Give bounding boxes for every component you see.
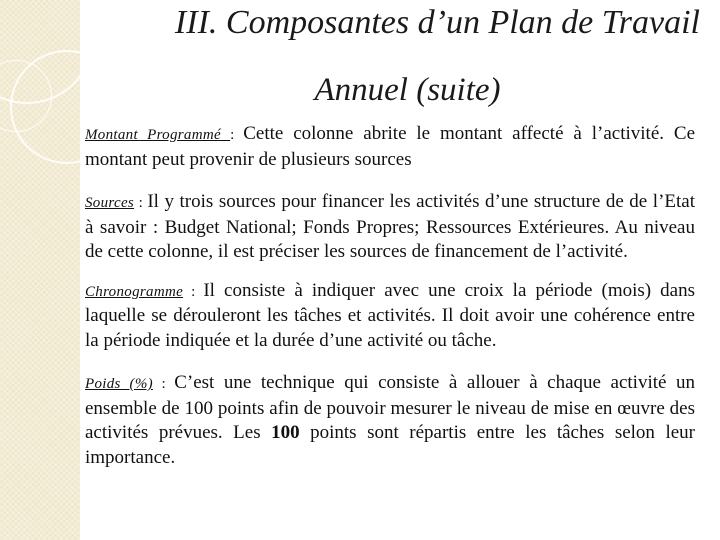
paragraph-poids: [85, 371, 695, 470]
paragraph-chronogramme: [85, 279, 695, 354]
term-poids: Poids (%): [85, 376, 153, 392]
paragraph-text: points sont répartis entre les tâches selon leur importance.: [85, 422, 695, 468]
paragraph-text: C’est une technique qui consiste à allouer à chaque activité un ensemble de 100 points afin de pouvoir mesurer le niveau de mise en œuvre des activités prévues. Les: [85, 372, 696, 443]
term-chronogramme: Chronogramme: [85, 283, 184, 300]
term-sources: Sources: [85, 195, 135, 211]
paragraph-text: Il consiste à indiquer avec une croix la période (mois) dans laquelle se dérouleront les tâches et activités. Il doit avoir une cohérence entre la période indiquée et la durée d’une activité ou tâche.: [85, 279, 695, 351]
decorative-side-strip: [0, 0, 80, 540]
paragraph-montant-programme: [85, 122, 695, 172]
slide-title-line2: Annuel (suite): [314, 72, 501, 108]
term-separator: :: [152, 376, 175, 392]
paragraph-text: Il y trois sources pour financer les activités d’une structure de de l’Etat à savoir : Budget National; Fonds Propres; Ressources Extérieures. Au niveau de cette colonne, il est préciser les sources de financement de l’activité.: [85, 191, 695, 262]
slide-body: [85, 122, 695, 488]
term-separator: :: [230, 127, 244, 143]
paragraph-sources: [85, 190, 695, 265]
slide-title-line1: III. Composantes d’un Plan de Travail: [174, 4, 700, 41]
term-separator: :: [183, 283, 204, 300]
bold-value: 100: [271, 422, 300, 443]
term-montant-programme: Montant Programmé: [85, 127, 231, 143]
term-separator: :: [134, 195, 148, 211]
slide-title: [100, 6, 700, 107]
paragraph-text: Cette colonne abrite le montant affecté à l’activité. Ce montant peut provenir de plusieurs sources: [85, 123, 696, 170]
